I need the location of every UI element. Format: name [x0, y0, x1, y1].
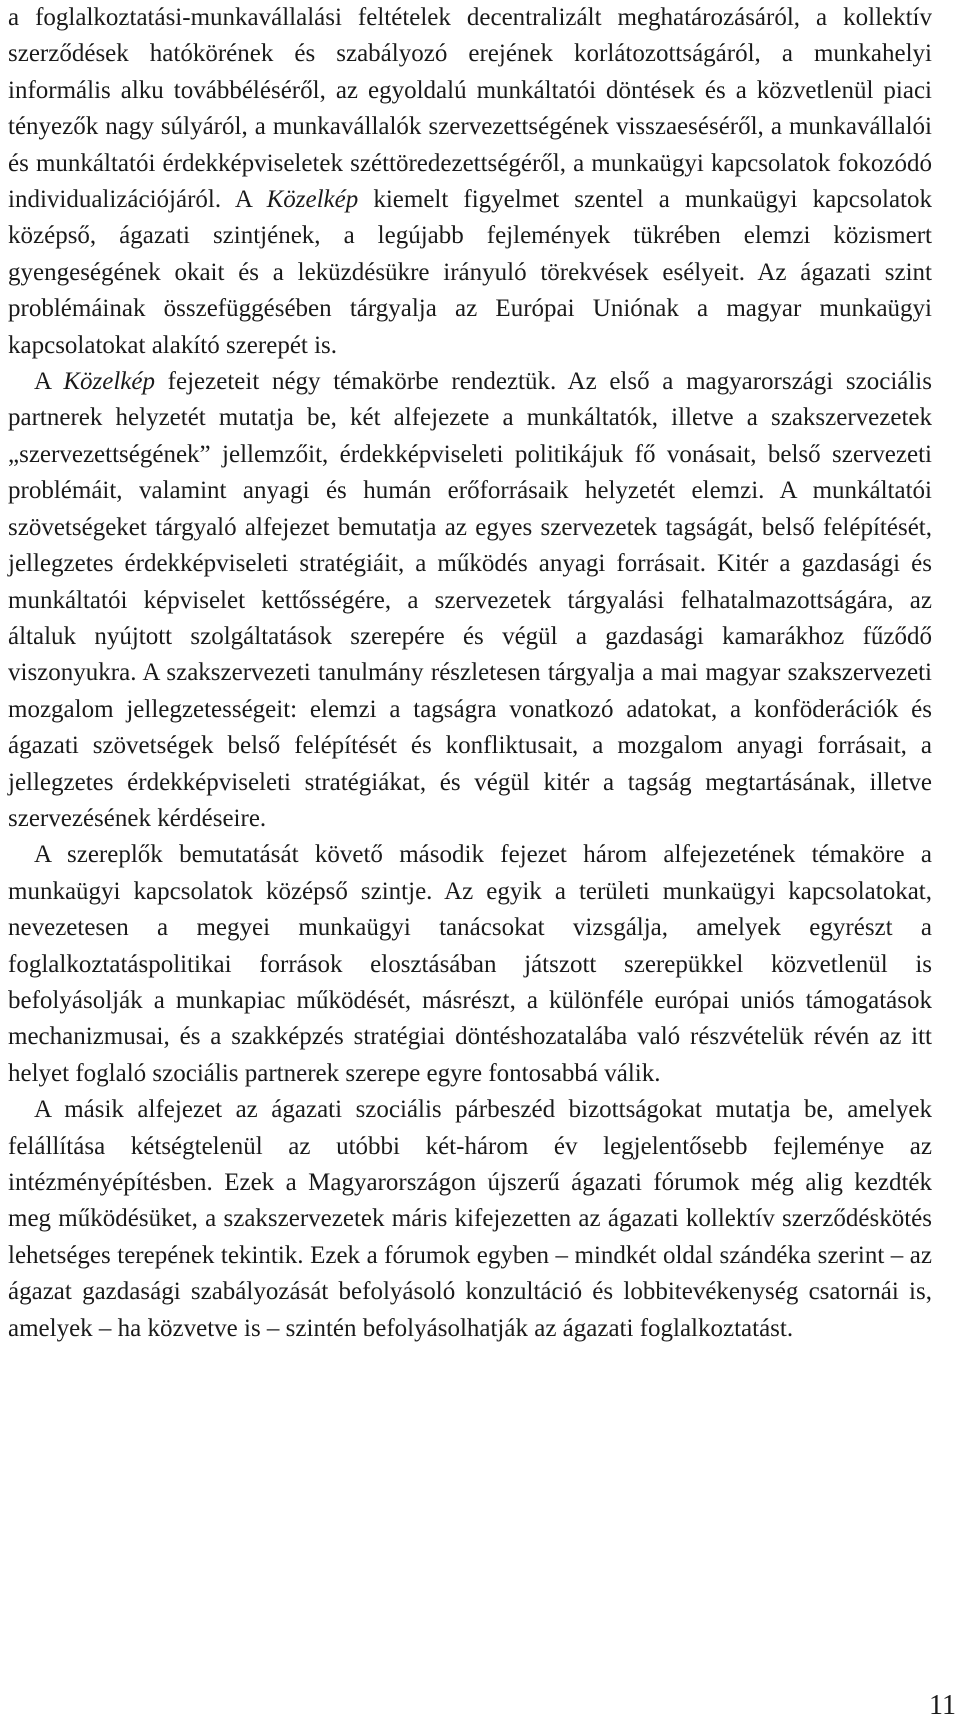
paragraph-2-italic-title: Közelkép	[63, 368, 155, 396]
paragraph-1-text-2: kiemelt figyelmet szentel a munkaügyi kapcsolatok középső, ágazati szintjének, a legújabb fejlemények tükrében elemzi közismert gyengeségének okait és a leküzdésükre irányuló törekvések esélyeit. Az ágazati szint problémáinak összefüggésében tárgyalja az Európai Uniónak a magyar munkaügyi kapcsolatokat alakító szerepét is.	[8, 186, 932, 359]
paragraph-1	[8, 0, 932, 364]
document-body	[8, 0, 932, 1347]
paragraph-2-text-1: A	[34, 368, 64, 396]
paragraph-2-text-2: fejezeteit négy témakörbe rendeztük. Az első a magyarországi szociális partnerek helyzetét mutatja be, két alfejezete a munkáltatók, illetve a szakszervezetek „szervezettségének” jellemzőit, érdekképviseleti politikájuk fő vonásait, belső szervezeti problémáit, valamint anyagi és humán erőforrásaik helyzetét elemzi. A munkáltatói szövetségeket tárgyaló alfejezet bemutatja az egyes szervezetek tagságát, belső felépítését, jellegzetes érdekképviseleti stratégiáit, a működés anyagi forrásait. Kitér a gazdasági és munkáltatói képviselet kettősségére, a szervezetek tárgyalási felhatalmazottságára, az általuk nyújtott szolgáltatások szerepére és végül a gazdasági kamarákhoz fűződő viszonyukra. A szakszervezeti tanulmány részletesen tárgyalja a mai magyar szakszervezeti mozgalom jellegzetességeit: elemzi a tagságra vonatkozó adatokat, a konföderációk és ágazati szövetségek belső felépítését és konfliktusait, a mozgalom anyagi forrásait, a jellegzetes érdekképviseleti stratégiákat, és végül kitér a tagság megtartásának, illetve szervezésének kérdéseire.	[8, 368, 932, 832]
page-number: 11	[929, 1690, 956, 1721]
paragraph-1-italic-title: Közelkép	[266, 186, 359, 214]
paragraph-4: A másik alfejezet az ágazati szociális párbeszéd bizottságokat mutatja be, amelyek felállítása kétségtelenül az utóbbi két-három év legjelentősebb fejleménye az intézményépítésben. Ezek a Magyarországon újszerű ágazati fórumok még alig kezdték meg működésüket, a szakszervezetek máris kifejezetten az ágazati kollektív szerződéskötés lehetséges terepének tekintik. Ezek a fórumok egyben – mindkét oldal szándéka szerint – az ágazat gazdasági szabályozását befolyásoló konzultáció és lobbitevékenység csatornái is, amelyek – ha közvetve is – szintén befolyásolhatják az ágazati foglalkoztatást.	[8, 1096, 932, 1342]
paragraph-1-text-1: a foglalkoztatási-munkavállalási feltételek decentralizált meghatározásáról, a kollektív szerződések hatókörének és szabályozó erejének korlátozottságáról, a munkahelyi informális alku továbbéléséről, az egyoldalú munkáltatói döntések és a közvetlenül piaci tényezők nagy súlyáról, a munkavállalók szervezettségének visszaeséséről, a munkavállalói és munkáltatói érdekképviseletek széttöredezettségéről, a munkaügyi kapcsolatok fokozódó individualizációjáról. A	[8, 4, 932, 214]
paragraph-3: A szereplők bemutatását követő második fejezet három alfejezetének témaköre a munkaügyi kapcsolatok középső szintje. Az egyik a területi munkaügyi kapcsolatokat, nevezetesen a megyei munkaügyi tanácsokat vizsgálja, amelyek egyrészt a foglalkoztatáspolitikai források elosztásában játszott szerepükkel közvetlenül is befolyásolják a munkapiac működését, másrészt, a különféle európai uniós támogatások mechanizmusai, és a szakképzés stratégiai döntéshozatalába való részvételük révén az itt helyet foglaló szociális partnerek szerepe egyre fontosabbá válik.	[8, 841, 932, 1087]
paragraph-2	[8, 364, 932, 837]
